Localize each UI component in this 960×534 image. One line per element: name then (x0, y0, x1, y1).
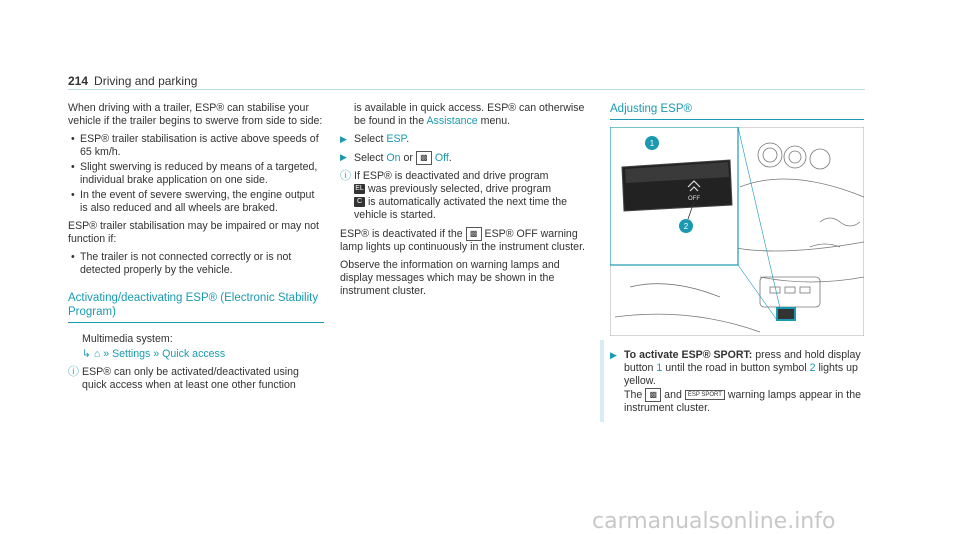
step-arrow-icon: ▶ (340, 134, 347, 144)
bullet-list (68, 251, 324, 277)
list-item: • Slight swerving is reduced by means of a targeted, individual brake application on one side. (68, 161, 324, 187)
column-1 (68, 102, 324, 397)
select-label: Select (354, 133, 384, 145)
step-text-3: lights up yellow. (624, 362, 858, 387)
step-select-on-off: ▶ Select On or ▩ Off. (340, 151, 452, 164)
note (68, 366, 324, 392)
quick-access-link[interactable]: Quick access (162, 348, 226, 360)
column-3 (610, 102, 864, 130)
column-2 (340, 102, 588, 303)
esp-off-warning-icon: ▩ (645, 388, 661, 402)
step-text-2: until the road in button symbol (665, 362, 807, 374)
step-text: press and hold display button (624, 349, 861, 374)
step-activate-sport (610, 349, 864, 420)
callout-2-label: 2 (683, 222, 689, 231)
or-text: or (403, 151, 413, 164)
settings-link[interactable]: Settings (112, 348, 151, 360)
step-paragraph (610, 349, 864, 415)
deactivated-paragraph (340, 227, 588, 254)
esp-sport-badge-icon: ESP SPORT (685, 390, 725, 400)
header-rule (68, 89, 865, 90)
callout-1-label: 1 (649, 139, 655, 148)
note-text-c: is automatically activated the next time the vehicle is started. (354, 196, 567, 221)
off-option[interactable]: Off (434, 151, 449, 164)
observe-paragraph: Observe the information on warning lamps and display messages which may be shown in the instrument cluster. (340, 259, 560, 297)
section-heading: Activating/deactivating ESP® (Electronic Stability Program) (68, 291, 324, 323)
menu-text: menu. (480, 115, 511, 127)
esp-off-warning-icon: ▩ (466, 227, 482, 241)
step-sidebar (600, 340, 604, 422)
button-off-label: OFF (688, 196, 700, 202)
note-text: ESP® can only be activated/deactivated using quick access when at least one other function (82, 366, 299, 391)
chapter-title: Driving and parking (94, 74, 198, 88)
interior-figure (610, 127, 864, 336)
note-text-a: If ESP® is deactivated and drive program (354, 170, 549, 182)
continued-paragraph (340, 102, 588, 128)
return-arrow-icon: ↳ (82, 348, 91, 360)
section-heading: Adjusting ESP® (610, 102, 864, 120)
list-item: • The trailer is not connected correctly or is not detected properly by the vehicle. (68, 251, 324, 277)
the-text: The (624, 388, 643, 401)
drive-program-c-icon: C (354, 197, 365, 207)
warning-text: warning lamps appear in the instrument cluster. (624, 388, 861, 414)
note (340, 170, 588, 222)
and-text: and (664, 388, 682, 401)
on-option[interactable]: On (386, 151, 401, 164)
deactivated-text-a: ESP® is deactivated if the (340, 227, 463, 240)
drive-program-el-icon: EL (355, 185, 364, 193)
page-number: 214 (68, 74, 89, 88)
esp-off-icon: ▩ (416, 151, 432, 165)
watermark: carmanualsonline.info (592, 509, 836, 534)
list-item: • ESP® trailer stabilisation is active above speeds of 65 km/h. (68, 133, 324, 159)
info-icon: ⓘ (68, 366, 79, 378)
list-item: • In the event of severe swerving, the engine output is also reduced and all wheels are braked. (68, 189, 324, 215)
chevron-right-icon: » (153, 348, 160, 360)
callout-2-ref: 2 (809, 362, 816, 374)
bullet-list (68, 133, 324, 215)
step-bold-label: To activate ESP® SPORT: (624, 349, 753, 361)
intro-paragraph: When driving with a trailer, ESP® can stabilise your vehicle if the trailer begins to swerve from side to side: (68, 102, 323, 127)
select-label: Select (354, 151, 384, 164)
page-header (68, 74, 197, 88)
home-icon[interactable]: ⌂ (93, 348, 101, 360)
step-arrow-icon: ▶ (610, 350, 617, 360)
multimedia-label: Multimedia system: (82, 333, 173, 345)
info-icon: ⓘ (340, 170, 351, 182)
callout-1-ref: 1 (656, 362, 663, 374)
menu-path (68, 348, 324, 361)
impair-paragraph: ESP® trailer stabilisation may be impaired or may not function if: (68, 220, 319, 245)
assistance-link[interactable]: Assistance (426, 115, 478, 127)
step-select-esp: ▶ Select ESP. (340, 133, 410, 145)
deactivated-text-b: ESP® OFF warning lamp lights up continuously in the instrument cluster. (340, 227, 585, 253)
step-arrow-icon: ▶ (340, 152, 347, 162)
chevron-right-icon: » (103, 348, 110, 360)
continued-text: is available in quick access. ESP® can otherwise be found in the (354, 102, 585, 127)
note-text-b: was previously selected, drive program (367, 183, 552, 195)
esp-menu-item[interactable]: ESP (386, 133, 407, 145)
